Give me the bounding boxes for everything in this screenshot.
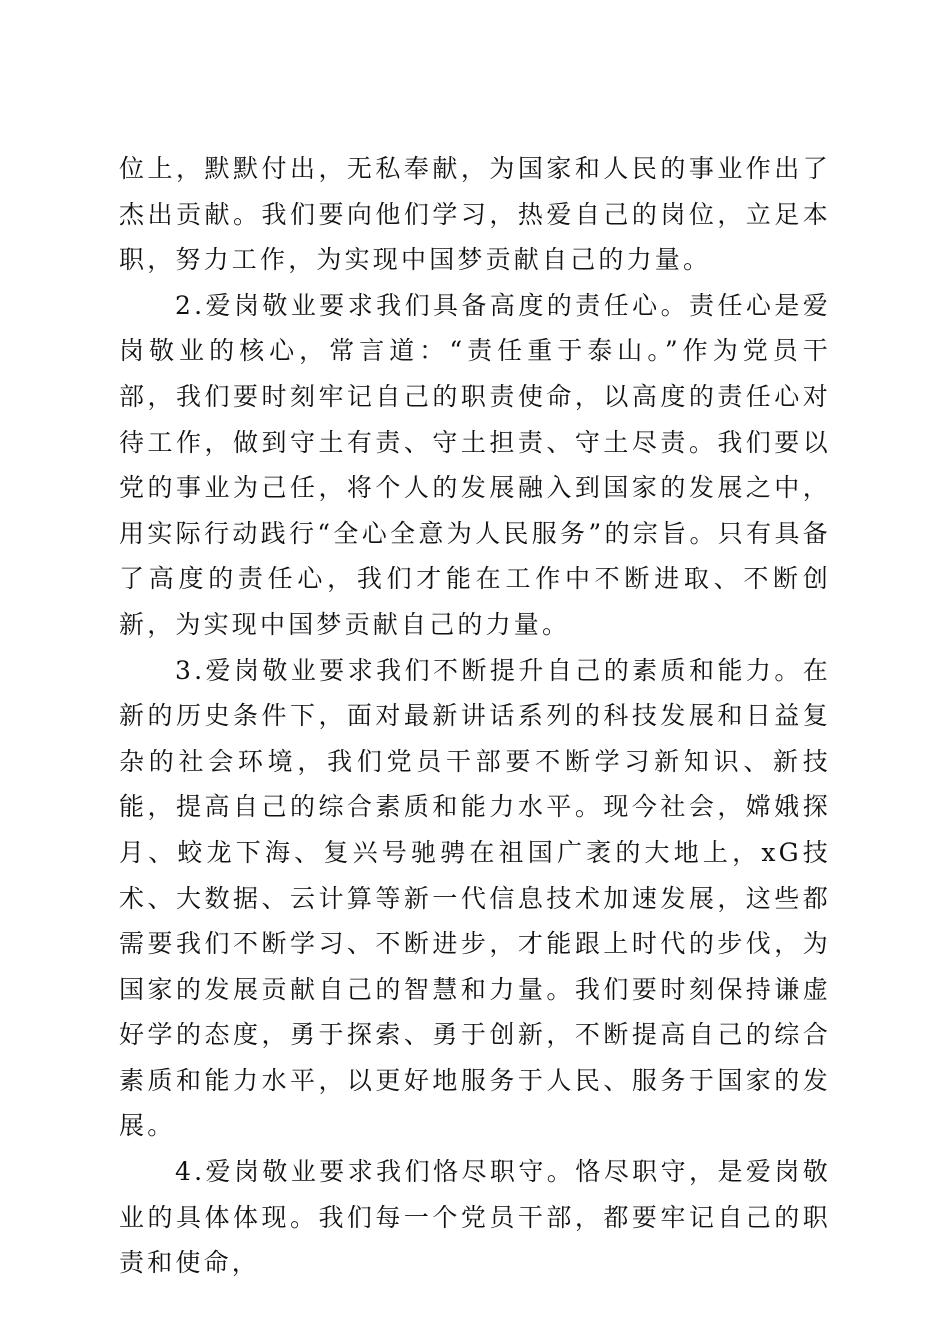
paragraph-point-3: 3.爱岗敬业要求我们不断提升自己的素质和能力。在新的历史条件下，面对最新讲话系列的科技发展和日益复杂的社会环境，我们党员干部要不断学习新知识、新技能，提高自己的综合素质和能力水平。现今社会，嫦娥探月、蛟龙下海、复兴号驰骋在祖国广袤的大地上，xG技术、大数据、云计算等新一代信息技术加速发展，这些都需要我们不断学习、不断进步，才能跟上时代的步伐，为国家的发展贡献自己的智慧和力量。我们要时刻保持谦虚好学的态度，勇于探索、勇于创新，不断提高自己的综合素质和能力水平，以更好地服务于人民、服务于国家的发展。 <box>119 655 831 1141</box>
paragraph-continuation: 位上，默默付出，无私奉献，为国家和人民的事业作出了杰出贡献。我们要向他们学习，热爱自己的岗位，立足本职，努力工作，为实现中国梦贡献自己的力量。 <box>119 154 831 275</box>
paragraph-point-2: 2.爱岗敬业要求我们具备高度的责任心。责任心是爱岗敬业的核心，常言道：“责任重于泰山。”作为党员干部，我们要时刻牢记自己的职责使命，以高度的责任心对待工作，做到守土有责、守土担责、守土尽责。我们要以党的事业为己任，将个人的发展融入到国家的发展之中，用实际行动践行“全心全意为人民服务”的宗旨。只有具备了高度的责任心，我们才能在工作中不断进取、不断创新，为实现中国梦贡献自己的力量。 <box>119 290 831 639</box>
paragraph-point-4: 4.爱岗敬业要求我们恪尽职守。恪尽职守，是爱岗敬业的具体体现。我们每一个党员干部，都要牢记自己的职责和使命， <box>119 1157 831 1278</box>
document-body <box>119 146 831 1286</box>
